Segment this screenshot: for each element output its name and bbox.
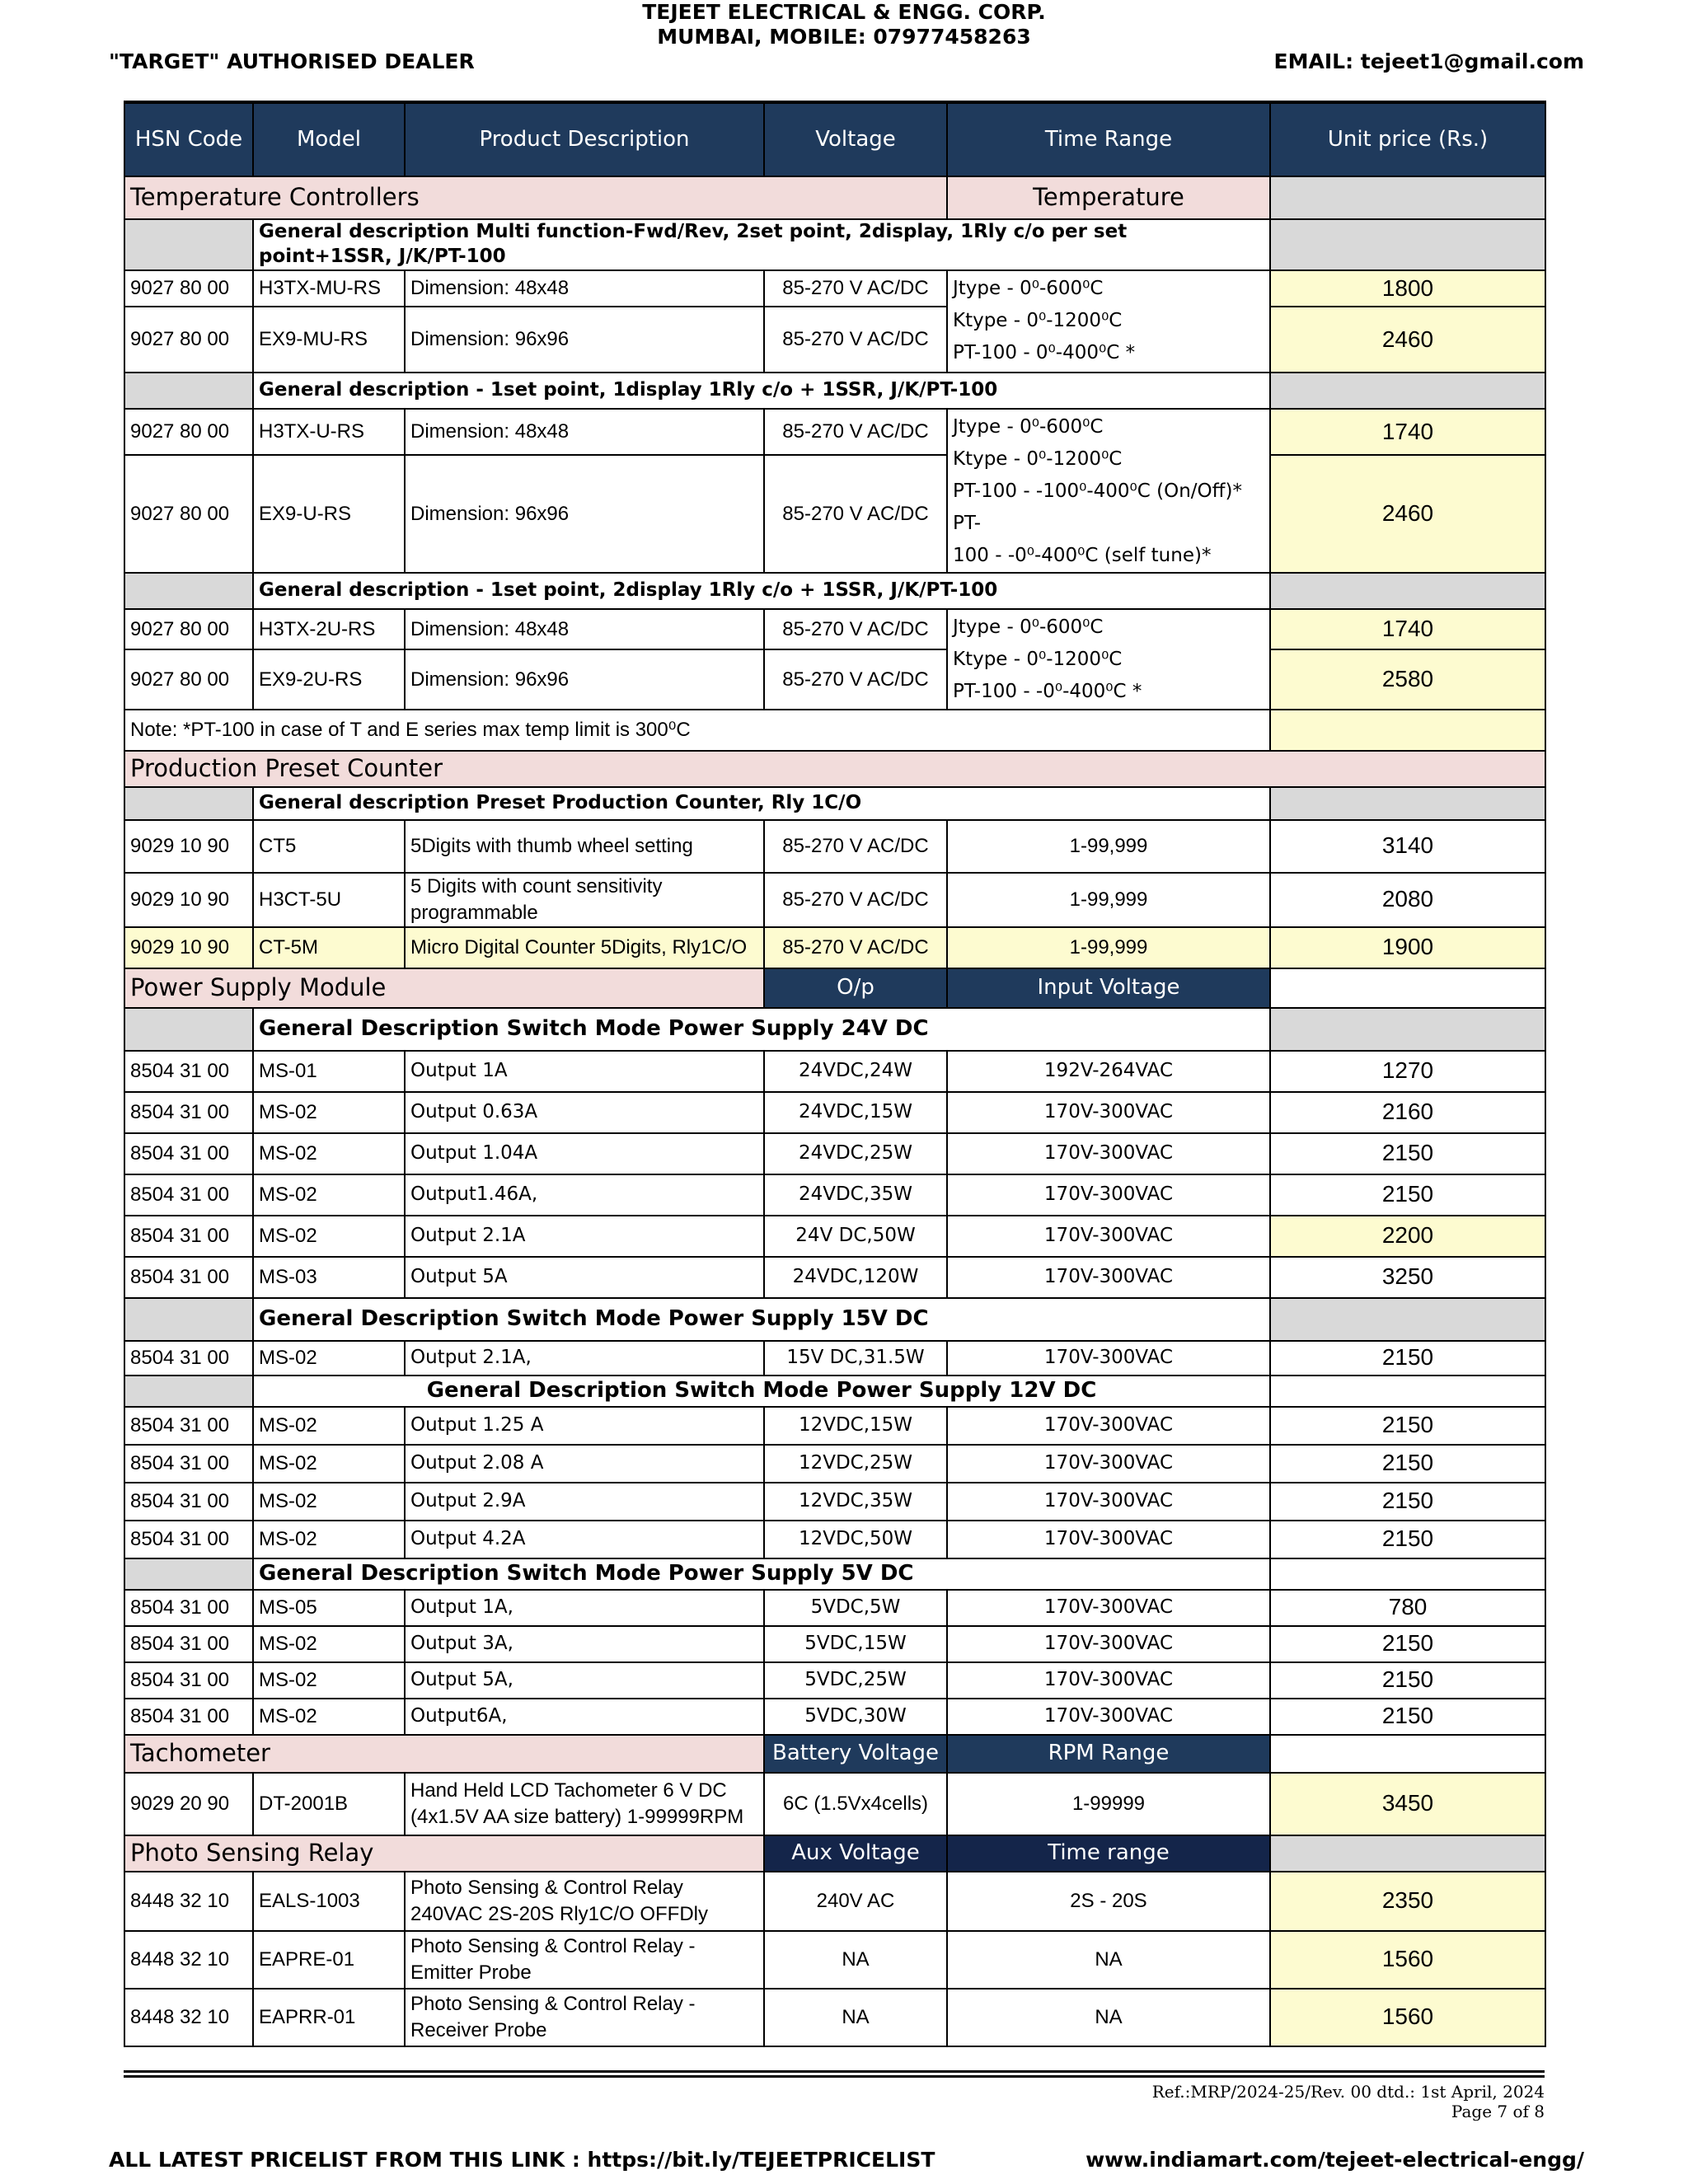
input-voltage: 170V-300VAC xyxy=(947,1341,1270,1376)
model: EAPRR-01 xyxy=(253,1989,405,2046)
product-description: Dimension: 96x96 xyxy=(405,649,764,710)
input-voltage: 170V-300VAC xyxy=(947,1092,1270,1133)
hsn-code: 9027 80 00 xyxy=(124,609,253,649)
battery-voltage: 6C (1.5Vx4cells) xyxy=(764,1773,947,1835)
hsn-code: 8504 31 00 xyxy=(124,1662,253,1699)
reference-text: Ref.:MRP/2024-25/Rev. 00 dtd.: 1st April, 2024 xyxy=(1151,2082,1545,2102)
input-voltage: 170V-300VAC xyxy=(947,1445,1270,1483)
unit-price: 2150 xyxy=(1270,1521,1545,1558)
section-row-temperature xyxy=(124,176,1545,219)
input-voltage: 170V-300VAC xyxy=(947,1699,1270,1735)
col-rpm-range: RPM Range xyxy=(947,1735,1270,1773)
model: MS-02 xyxy=(253,1521,405,1558)
blank-cell xyxy=(1270,1008,1545,1051)
model: EX9-2U-RS xyxy=(253,649,405,710)
product-row xyxy=(124,270,1545,307)
model: MS-02 xyxy=(253,1699,405,1735)
product-row xyxy=(124,1216,1545,1257)
company-name: TEJEET ELECTRICAL & ENGG. CORP. xyxy=(642,0,1046,24)
unit-price: 2080 xyxy=(1270,873,1545,927)
hsn-code: 8504 31 00 xyxy=(124,1626,253,1662)
col-input-voltage: Input Voltage xyxy=(947,968,1270,1008)
unit-price: 2150 xyxy=(1270,1407,1545,1445)
hsn-code: 8448 32 10 xyxy=(124,1872,253,1931)
input-voltage: 170V-300VAC xyxy=(947,1590,1270,1626)
hsn-code: 8504 31 00 xyxy=(124,1174,253,1216)
hsn-code: 9029 10 90 xyxy=(124,820,253,873)
rpm-range: 1-99999 xyxy=(947,1773,1270,1835)
general-description: General description Multi function-Fwd/Rev, 2set point, 2display, 1Rly c/o per set point+1SSR, J/K/PT-100 xyxy=(253,219,1270,270)
aux-voltage: NA xyxy=(764,1989,947,2046)
hsn-code: 8504 31 00 xyxy=(124,1092,253,1133)
note-row xyxy=(124,710,1545,751)
general-description-row xyxy=(124,1376,1545,1407)
unit-price: 1800 xyxy=(1270,270,1545,307)
model: MS-02 xyxy=(253,1662,405,1699)
product-description: Output 5A xyxy=(405,1257,764,1298)
unit-price: 2150 xyxy=(1270,1174,1545,1216)
product-row xyxy=(124,409,1545,455)
general-description-row xyxy=(124,573,1545,609)
unit-price: 2150 xyxy=(1270,1626,1545,1662)
aux-voltage: NA xyxy=(764,1931,947,1989)
indiamart-link[interactable]: www.indiamart.com/tejeet-electrical-engg/ xyxy=(1085,2148,1584,2172)
hsn-code: 9027 80 00 xyxy=(124,270,253,307)
temperature-range-line: Ktype - 0⁰-1200⁰C xyxy=(953,448,1123,470)
section-row-counter xyxy=(124,751,1545,787)
product-row xyxy=(124,1051,1545,1092)
temperature-range-line: Jtype - 0⁰-600⁰C xyxy=(953,616,1104,639)
unit-price: 2160 xyxy=(1270,1092,1545,1133)
count-range: 1-99,999 xyxy=(947,927,1270,968)
time-range: NA xyxy=(947,1989,1270,2046)
voltage: 85-270 V AC/DC xyxy=(764,927,947,968)
product-description: Output6A, xyxy=(405,1699,764,1735)
product-description: Output 3A, xyxy=(405,1626,764,1662)
col-hsn: HSN Code xyxy=(124,102,253,176)
product-row xyxy=(124,307,1545,373)
section-row-power-supply xyxy=(124,968,1545,1008)
output-rating: 24VDC,120W xyxy=(764,1257,947,1298)
output-rating: 12VDC,50W xyxy=(764,1521,947,1558)
blank-cell xyxy=(124,373,253,409)
column-header-row xyxy=(124,102,1545,176)
output-rating: 24VDC,15W xyxy=(764,1092,947,1133)
aux-voltage: 240V AC xyxy=(764,1872,947,1931)
product-row xyxy=(124,1699,1545,1735)
col-voltage: Voltage xyxy=(764,102,947,176)
hsn-code: 8504 31 00 xyxy=(124,1521,253,1558)
general-description-row xyxy=(124,219,1545,270)
blank-cell xyxy=(1270,373,1545,409)
footer-rule xyxy=(124,2070,1545,2073)
unit-price: 2150 xyxy=(1270,1699,1545,1735)
blank-cell xyxy=(124,1376,253,1407)
hsn-code: 9029 10 90 xyxy=(124,927,253,968)
voltage: 85-270 V AC/DC xyxy=(764,409,947,455)
model: MS-01 xyxy=(253,1051,405,1092)
page-number: Page 7 of 8 xyxy=(1451,2102,1545,2121)
pricelist-link[interactable]: ALL LATEST PRICELIST FROM THIS LINK : https://bit.ly/TEJEETPRICELIST xyxy=(109,2148,935,2172)
product-description: Photo Sensing & Control Relay - Receiver Probe xyxy=(405,1989,764,2046)
unit-price: 2150 xyxy=(1270,1662,1545,1699)
blank-cell xyxy=(1270,176,1545,219)
model: MS-02 xyxy=(253,1407,405,1445)
product-description: Dimension: 48x48 xyxy=(405,270,764,307)
output-rating: 12VDC,35W xyxy=(764,1483,947,1521)
price-table xyxy=(124,101,1546,2047)
general-description: General Description Switch Mode Power Supply 15V DC xyxy=(253,1298,1270,1341)
model: H3CT-5U xyxy=(253,873,405,927)
section-title-tachometer: Tachometer xyxy=(124,1735,764,1773)
output-rating: 5VDC,5W xyxy=(764,1590,947,1626)
hsn-code: 8504 31 00 xyxy=(124,1483,253,1521)
product-row xyxy=(124,1931,1545,1989)
blank-cell xyxy=(1270,1735,1545,1773)
temperature-range-line: 100 - -0⁰-400⁰C (self tune)* xyxy=(953,545,1212,567)
unit-price: 780 xyxy=(1270,1590,1545,1626)
output-rating: 5VDC,15W xyxy=(764,1626,947,1662)
hsn-code: 8504 31 00 xyxy=(124,1407,253,1445)
product-description: Dimension: 48x48 xyxy=(405,409,764,455)
unit-price: 2150 xyxy=(1270,1445,1545,1483)
general-description: General Description Switch Mode Power Supply 24V DC xyxy=(253,1008,1270,1051)
general-description-row xyxy=(124,1298,1545,1341)
section-title-production-preset-counter: Production Preset Counter xyxy=(124,751,1545,787)
input-voltage: 170V-300VAC xyxy=(947,1133,1270,1174)
hsn-code: 8504 31 00 xyxy=(124,1133,253,1174)
product-row xyxy=(124,1626,1545,1662)
product-description: Output 1A, xyxy=(405,1590,764,1626)
count-range: 1-99,999 xyxy=(947,873,1270,927)
hsn-code: 8504 31 00 xyxy=(124,1590,253,1626)
model: H3TX-2U-RS xyxy=(253,609,405,649)
col-description: Product Description xyxy=(405,102,764,176)
product-description: 5Digits with thumb wheel setting xyxy=(405,820,764,873)
product-row xyxy=(124,1341,1545,1376)
model: MS-05 xyxy=(253,1590,405,1626)
blank-cell xyxy=(124,573,253,609)
model: MS-02 xyxy=(253,1445,405,1483)
product-description: Output1.46A, xyxy=(405,1174,764,1216)
hsn-code: 8504 31 00 xyxy=(124,1445,253,1483)
product-row xyxy=(124,1590,1545,1626)
unit-price: 1900 xyxy=(1270,927,1545,968)
output-rating: 24VDC,24W xyxy=(764,1051,947,1092)
blank-cell xyxy=(1270,219,1545,270)
model: MS-02 xyxy=(253,1092,405,1133)
input-voltage: 192V-264VAC xyxy=(947,1051,1270,1092)
unit-price: 2580 xyxy=(1270,649,1545,710)
col-time-range: Time Range xyxy=(947,102,1270,176)
output-rating: 15V DC,31.5W xyxy=(764,1341,947,1376)
product-description: Micro Digital Counter 5Digits, Rly1C/O xyxy=(405,927,764,968)
input-voltage: 170V-300VAC xyxy=(947,1521,1270,1558)
model: MS-03 xyxy=(253,1257,405,1298)
output-rating: 24VDC,25W xyxy=(764,1133,947,1174)
product-description: Dimension: 96x96 xyxy=(405,307,764,373)
section-row-photo-relay xyxy=(124,1835,1545,1872)
product-description: Photo Sensing & Control Relay 240VAC 2S-20S Rly1C/O OFFDly xyxy=(405,1872,764,1931)
unit-price: 2460 xyxy=(1270,307,1545,373)
input-voltage: 170V-300VAC xyxy=(947,1483,1270,1521)
section-title-power-supply-module: Power Supply Module xyxy=(124,968,764,1008)
output-rating: 24V DC,50W xyxy=(764,1216,947,1257)
unit-price: 3140 xyxy=(1270,820,1545,873)
unit-price: 1560 xyxy=(1270,1989,1545,2046)
general-description: General Description Switch Mode Power Supply 5V DC xyxy=(253,1558,1270,1590)
model: EX9-U-RS xyxy=(253,455,405,573)
unit-price: 1740 xyxy=(1270,609,1545,649)
col-unit-price: Unit price (Rs.) xyxy=(1270,102,1545,176)
unit-price: 2200 xyxy=(1270,1216,1545,1257)
unit-price: 1740 xyxy=(1270,409,1545,455)
unit-price: 2150 xyxy=(1270,1483,1545,1521)
product-row xyxy=(124,1989,1545,2046)
unit-price: 3250 xyxy=(1270,1257,1545,1298)
input-voltage: 170V-300VAC xyxy=(947,1407,1270,1445)
product-description: Output 2.08 A xyxy=(405,1445,764,1483)
voltage: 85-270 V AC/DC xyxy=(764,455,947,573)
temperature-range-line: PT-100 - 0⁰-400⁰C * xyxy=(953,341,1136,363)
blank-cell xyxy=(1270,1835,1545,1872)
output-rating: 5VDC,25W xyxy=(764,1662,947,1699)
product-row xyxy=(124,1872,1545,1931)
input-voltage: 170V-300VAC xyxy=(947,1662,1270,1699)
hsn-code: 9029 10 90 xyxy=(124,873,253,927)
time-range: NA xyxy=(947,1931,1270,1989)
product-row xyxy=(124,1407,1545,1445)
temperature-range-line: Ktype - 0⁰-1200⁰C xyxy=(953,309,1123,331)
blank-cell xyxy=(1270,573,1545,609)
product-row xyxy=(124,820,1545,873)
hsn-code: 9027 80 00 xyxy=(124,307,253,373)
voltage: 85-270 V AC/DC xyxy=(764,270,947,307)
count-range: 1-99,999 xyxy=(947,820,1270,873)
col-model: Model xyxy=(253,102,405,176)
output-rating: 24VDC,35W xyxy=(764,1174,947,1216)
product-row xyxy=(124,649,1545,710)
voltage: 85-270 V AC/DC xyxy=(764,873,947,927)
general-description-row xyxy=(124,1558,1545,1590)
temperature-range-line: Jtype - 0⁰-600⁰C xyxy=(953,277,1104,299)
blank-cell xyxy=(1270,787,1545,820)
unit-price: 1560 xyxy=(1270,1931,1545,1989)
hsn-code: 8448 32 10 xyxy=(124,1989,253,2046)
general-description-row xyxy=(124,1008,1545,1051)
product-description: Dimension: 48x48 xyxy=(405,609,764,649)
input-voltage: 170V-300VAC xyxy=(947,1626,1270,1662)
model: EX9-MU-RS xyxy=(253,307,405,373)
company-contact: MUMBAI, MOBILE: 07977458263 xyxy=(657,25,1031,49)
time-range: 2S - 20S xyxy=(947,1872,1270,1931)
general-description: General description Preset Production Counter, Rly 1C/O xyxy=(253,787,1270,820)
product-description: Output 2.1A xyxy=(405,1216,764,1257)
output-rating: 12VDC,25W xyxy=(764,1445,947,1483)
blank-cell xyxy=(1270,1558,1545,1590)
general-description-row xyxy=(124,787,1545,820)
temperature-subheader: Temperature xyxy=(947,176,1270,219)
blank-cell xyxy=(124,1558,253,1590)
blank-cell xyxy=(1270,1298,1545,1341)
unit-price: 2350 xyxy=(1270,1872,1545,1931)
hsn-code: 9027 80 00 xyxy=(124,455,253,573)
product-row xyxy=(124,609,1545,649)
model: CT5 xyxy=(253,820,405,873)
hsn-code: 9029 20 90 xyxy=(124,1773,253,1835)
email-label: EMAIL: tejeet1@gmail.com xyxy=(1273,49,1584,73)
price-table-body xyxy=(124,102,1545,2046)
product-description: Output 1A xyxy=(405,1051,764,1092)
product-row xyxy=(124,1445,1545,1483)
product-description: Output 5A, xyxy=(405,1662,764,1699)
general-description: General description - 1set point, 1display 1Rly c/o + 1SSR, J/K/PT-100 xyxy=(253,373,1270,409)
model: MS-02 xyxy=(253,1483,405,1521)
blank-cell xyxy=(124,1008,253,1051)
product-description: Hand Held LCD Tachometer 6 V DC (4x1.5V AA size battery) 1-99999RPM xyxy=(405,1773,764,1835)
col-output: O/p xyxy=(764,968,947,1008)
product-row xyxy=(124,1257,1545,1298)
output-rating: 5VDC,30W xyxy=(764,1699,947,1735)
model: CT-5M xyxy=(253,927,405,968)
section-row-tachometer xyxy=(124,1735,1545,1773)
voltage: 85-270 V AC/DC xyxy=(764,609,947,649)
product-description: Dimension: 96x96 xyxy=(405,455,764,573)
temperature-range-line: Jtype - 0⁰-600⁰C xyxy=(953,415,1104,438)
product-description: Output 0.63A xyxy=(405,1092,764,1133)
model: MS-02 xyxy=(253,1216,405,1257)
hsn-code: 8504 31 00 xyxy=(124,1699,253,1735)
output-rating: 12VDC,15W xyxy=(764,1407,947,1445)
product-row xyxy=(124,1521,1545,1558)
unit-price: 2150 xyxy=(1270,1341,1545,1376)
product-row xyxy=(124,873,1545,927)
blank-cell xyxy=(1270,710,1545,751)
product-row xyxy=(124,1773,1545,1835)
product-description: Output 4.2A xyxy=(405,1521,764,1558)
general-description-row xyxy=(124,373,1545,409)
product-row xyxy=(124,1174,1545,1216)
product-description: Output 1.04A xyxy=(405,1133,764,1174)
col-battery-voltage: Battery Voltage xyxy=(764,1735,947,1773)
product-description: Output 1.25 A xyxy=(405,1407,764,1445)
model: H3TX-U-RS xyxy=(253,409,405,455)
section-title-photo-sensing-relay: Photo Sensing Relay xyxy=(124,1835,764,1872)
unit-price: 2460 xyxy=(1270,455,1545,573)
hsn-code: 8448 32 10 xyxy=(124,1931,253,1989)
col-aux-voltage: Aux Voltage xyxy=(764,1835,947,1872)
model: MS-02 xyxy=(253,1174,405,1216)
temperature-note: Note: *PT-100 in case of T and E series max temp limit is 300⁰C xyxy=(124,710,1270,751)
model: H3TX-MU-RS xyxy=(253,270,405,307)
hsn-code: 8504 31 00 xyxy=(124,1257,253,1298)
col-time-range: Time range xyxy=(947,1835,1270,1872)
general-description: General Description Switch Mode Power Supply 12V DC xyxy=(253,1376,1270,1407)
product-description: Output 2.1A, xyxy=(405,1341,764,1376)
model: MS-02 xyxy=(253,1341,405,1376)
model: EALS-1003 xyxy=(253,1872,405,1931)
hsn-code: 8504 31 00 xyxy=(124,1216,253,1257)
temperature-range-cell xyxy=(947,270,1270,373)
hsn-code: 9027 80 00 xyxy=(124,649,253,710)
temperature-range-cell xyxy=(947,409,1270,573)
hsn-code: 8504 31 00 xyxy=(124,1341,253,1376)
section-title-temperature-controllers: Temperature Controllers xyxy=(124,176,947,219)
product-row xyxy=(124,455,1545,573)
model: MS-02 xyxy=(253,1626,405,1662)
dealer-label: "TARGET" AUTHORISED DEALER xyxy=(109,49,475,73)
product-row xyxy=(124,1133,1545,1174)
temperature-range-cell xyxy=(947,609,1270,709)
unit-price: 2150 xyxy=(1270,1133,1545,1174)
blank-cell xyxy=(1270,1376,1545,1407)
voltage: 85-270 V AC/DC xyxy=(764,307,947,373)
model: DT-2001B xyxy=(253,1773,405,1835)
hsn-code: 9027 80 00 xyxy=(124,409,253,455)
unit-price: 1270 xyxy=(1270,1051,1545,1092)
product-row xyxy=(124,1092,1545,1133)
blank-cell xyxy=(1270,968,1545,1008)
product-row xyxy=(124,927,1545,968)
general-description: General description - 1set point, 2display 1Rly c/o + 1SSR, J/K/PT-100 xyxy=(253,573,1270,609)
voltage: 85-270 V AC/DC xyxy=(764,649,947,710)
product-row xyxy=(124,1662,1545,1699)
temperature-range-line: PT-100 - -100⁰-400⁰C (On/Off)* PT- xyxy=(953,480,1242,535)
voltage: 85-270 V AC/DC xyxy=(764,820,947,873)
footer-rule-inner xyxy=(124,2075,1545,2078)
product-row xyxy=(124,1483,1545,1521)
model: EAPRE-01 xyxy=(253,1931,405,1989)
input-voltage: 170V-300VAC xyxy=(947,1174,1270,1216)
product-description: Output 2.9A xyxy=(405,1483,764,1521)
product-description: 5 Digits with count sensitivity programmable xyxy=(405,873,764,927)
hsn-code: 8504 31 00 xyxy=(124,1051,253,1092)
product-description: Photo Sensing & Control Relay - Emitter Probe xyxy=(405,1931,764,1989)
blank-cell xyxy=(124,219,253,270)
input-voltage: 170V-300VAC xyxy=(947,1257,1270,1298)
blank-cell xyxy=(124,787,253,820)
temperature-range-line: Ktype - 0⁰-1200⁰C xyxy=(953,649,1123,671)
unit-price: 3450 xyxy=(1270,1773,1545,1835)
temperature-range-line: PT-100 - -0⁰-400⁰C * xyxy=(953,681,1142,703)
blank-cell xyxy=(124,1298,253,1341)
input-voltage: 170V-300VAC xyxy=(947,1216,1270,1257)
model: MS-02 xyxy=(253,1133,405,1174)
